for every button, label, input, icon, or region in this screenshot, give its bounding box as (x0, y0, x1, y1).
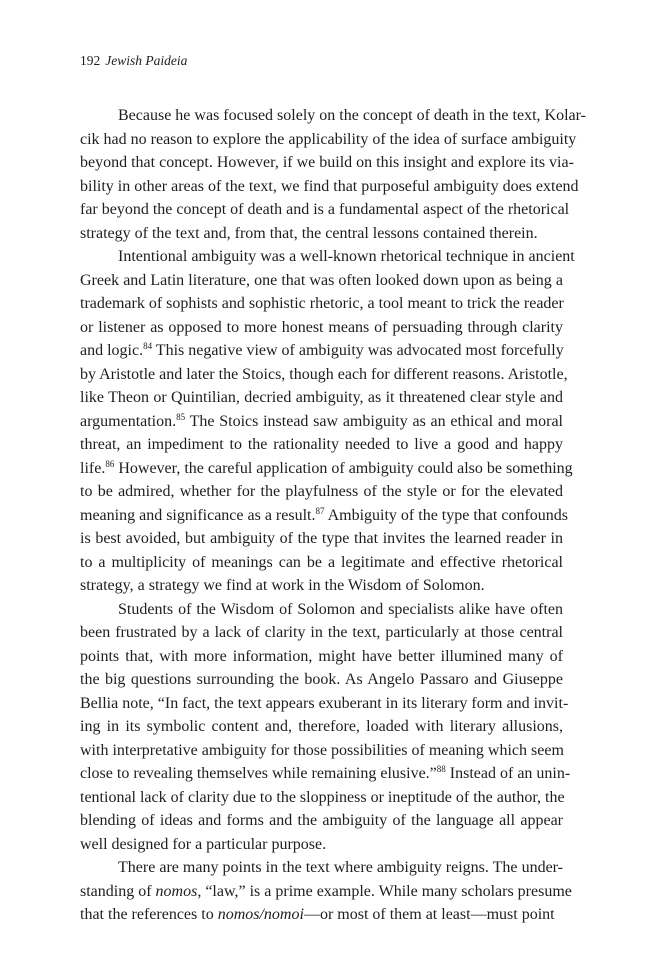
text-line: strategy, a strategy we find at work in the Wisdom of Solomon. (80, 577, 485, 594)
text-line: threat, an impediment to the rationality needed to live a good and happy (80, 436, 563, 453)
paragraph (80, 856, 572, 927)
text-line: close to revealing themselves while remaining elusive.”$^{88}$ Instead of an unin- (80, 764, 571, 782)
text-line: meaning and significance as a result.$^{87}$ Ambiguity of the type that confounds (80, 505, 568, 524)
text-line: strategy of the text and, from that, the central lessons contained therein. (80, 224, 538, 242)
text-line: bility in other areas of the text, we find that purposeful ambiguity does extend (80, 177, 579, 195)
text-line: life.$^{86}$ However, the careful application of ambiguity could also be something (80, 458, 573, 477)
running-head (80, 53, 187, 69)
text-line: There are many points in the text where ambiguity reigns. The under- (118, 859, 563, 876)
text-line: to be admired, whether for the playfulness of the style or for the elevated (80, 483, 563, 500)
text-line: by Aristotle and later the Stoics, though each for different reasons. Aristotle, (80, 365, 568, 383)
footnote-marker[interactable]: 85 (176, 411, 186, 422)
text-line: and logic.$^{84}$ This negative view of ambiguity was advocated most forcefully (80, 341, 564, 359)
footnote-marker[interactable]: 87 (315, 505, 325, 516)
italic-term: nomos (155, 882, 198, 900)
text-line: Because he was focused solely on the concept of death in the text, Kolar- (118, 107, 586, 124)
text-line: argumentation.$^{85}$ The Stoics instead saw ambiguity as an ethical and moral (80, 411, 563, 430)
text-line: points that, with more information, might have better illumined many of (80, 647, 563, 665)
text-line: ing in its symbolic content and, therefore, loaded with literary allusions, (80, 718, 563, 735)
text-line: like Theon or Quintilian, decried ambiguity, as it threatened clear style and (80, 389, 563, 406)
paragraph (80, 245, 575, 598)
text-line: Greek and Latin literature, one that was often looked down upon as being a (80, 271, 563, 289)
text-line: that the references to nomos/nomoi—or most of them at least—must point (80, 906, 555, 923)
text-line: or listener as opposed to more honest means of persuading through clarity (80, 318, 563, 336)
page-number: 192 (80, 53, 101, 68)
text-line: is best avoided, but ambiguity of the type that invites the learned reader in (80, 530, 563, 547)
italic-term: nomos/nomoi (217, 906, 304, 923)
text-line: cik had no reason to explore the applicability of the idea of surface ambiguity (80, 130, 577, 148)
body-text (80, 104, 586, 927)
text-line: Students of the Wisdom of Solomon and specialists alike have often (118, 600, 563, 618)
text-line: Bellia note, “In fact, the text appears exuberant in its literary form and invit- (80, 694, 569, 712)
footnote-marker[interactable]: 88 (436, 764, 446, 774)
book-title: Jewish Paideia (105, 53, 188, 68)
footnote-marker[interactable]: 84 (143, 341, 153, 351)
paragraph (80, 598, 571, 857)
text-line: with interpretative ambiguity for those possibilities of meaning which seem (80, 741, 564, 759)
text-line: standing of nomos, “law,” is a prime example. While many scholars presume (80, 882, 572, 900)
footnote-marker[interactable]: 86 (105, 458, 115, 469)
text-line: far beyond the concept of death and is a fundamental aspect of the rhetorical (80, 201, 570, 218)
text-line: the big questions surrounding the book. As Angelo Passaro and Giuseppe (80, 671, 563, 688)
text-line: beyond that concept. However, if we build on this insight and explore its via- (80, 154, 574, 171)
text-line: well designed for a particular purpose. (80, 835, 327, 853)
text-line: been frustrated by a lack of clarity in the text, particularly at those central (80, 624, 563, 641)
text-line: to a multiplicity of meanings can be a legitimate and effective rhetorical (80, 553, 563, 571)
paragraph (80, 104, 586, 245)
text-line: tentional lack of clarity due to the sloppiness or ineptitude of the author, the (80, 788, 565, 806)
text-line: blending of ideas and forms and the ambiguity of the language all appear (80, 812, 563, 829)
text-line: Intentional ambiguity was a well-known rhetorical technique in ancient (118, 248, 575, 265)
text-line: trademark of sophists and sophistic rhetoric, a tool meant to trick the reader (80, 295, 564, 312)
